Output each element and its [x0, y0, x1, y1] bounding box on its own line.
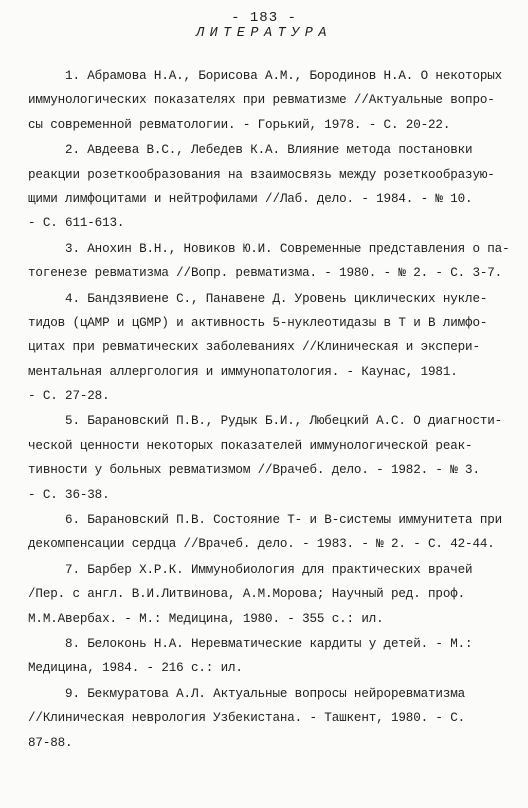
reference-line: 3. Анохин В.Н., Новиков Ю.И. Современные представления о па- [28, 241, 510, 256]
reference-line: сы современной ревматологии. - Горький, 1978. - С. 20-22. [28, 117, 451, 132]
page-number: - 183 - [231, 10, 297, 26]
reference-line: тидов (цАМР и цGМР) и активность 5-нуклеотидазы в Т и В лимфо- [28, 315, 488, 330]
reference-entry [28, 287, 506, 409]
reference-line: ментальная аллергология и иммунопатология. - Каунас, 1981. [28, 364, 458, 379]
reference-entry [28, 138, 506, 236]
reference-line: цитах при ревматических заболеваниях //Клиническая и экспери- [28, 340, 480, 355]
reference-line: щими лимфоцитами и нейтрофилами //Лаб. дело. - 1984. - № 10. [28, 191, 473, 206]
reference-entry [28, 558, 506, 631]
reference-line: тивности у больных ревматизмом //Врачеб. дело. - 1982. - № 3. [28, 463, 480, 478]
reference-entry [28, 237, 510, 286]
reference-line: 4. Бандзявиене С., Панавене Д. Уровень циклических нукле- [28, 291, 488, 306]
reference-line: Медицина, 1984. - 216 с.: ил. [28, 661, 243, 676]
reference-line: М.М.Авербах. - М.: Медицина, 1980. - 355 с.: ил. [28, 611, 384, 626]
reference-entry [28, 682, 506, 755]
reference-line: - С. 611-613. [28, 216, 125, 231]
reference-line: 8. Белоконь Н.А. Неревматические кардиты у детей. - М.: [28, 636, 473, 651]
reference-list [28, 64, 510, 756]
reference-entry [28, 409, 506, 507]
reference-line: декомпенсации сердца //Врачеб. дело. - 1983. - № 2. - С. 42-44. [28, 537, 495, 552]
reference-entry [28, 632, 506, 681]
reference-line: тогенезе ревматизма //Вопр. ревматизма. - 1980. - № 2. - С. 3-7. [28, 266, 503, 281]
reference-line: 5. Барановский П.В., Рудык Б.И., Любецкий А.С. О диагности- [28, 414, 503, 429]
reference-line: ческой ценности некоторых показателей иммунологической реак- [28, 438, 473, 453]
reference-line: реакции розеткообразования на взаимосвязь между розеткообразую- [28, 167, 495, 182]
reference-entry [28, 508, 506, 557]
reference-line: /Пер. с англ. В.И.Литвинова, А.М.Морова; Научный ред. проф. [28, 587, 466, 602]
reference-line: 7. Барбер Х.Р.К. Иммунобиология для практических врачей [28, 562, 473, 577]
reference-line: 6. Барановский П.В. Состояние Т- и В-системы иммунитета при [28, 513, 503, 528]
reference-line: - С. 27-28. [28, 389, 110, 404]
reference-line: 1. Абрамова Н.А., Борисова А.М., Бородинов Н.А. О некоторых [28, 69, 503, 83]
reference-line: 2. Авдеева В.С., Лебедев К.А. Влияние метода постановки [28, 143, 473, 158]
reference-line: - С. 36-38. [28, 487, 110, 502]
reference-line: //Клиническая неврология Узбекистана. - Ташкент, 1980. - С. [28, 711, 466, 726]
reference-entry [28, 64, 506, 137]
reference-line: 87-88. [28, 735, 73, 750]
reference-line: 9. Бекмуратова А.Л. Актуальные вопросы нейроревматизма [28, 686, 466, 701]
reference-line: иммунологических показателях при ревматизме //Актуальные вопро- [28, 93, 495, 108]
section-title: ЛИТЕРАТУРА [195, 26, 332, 41]
